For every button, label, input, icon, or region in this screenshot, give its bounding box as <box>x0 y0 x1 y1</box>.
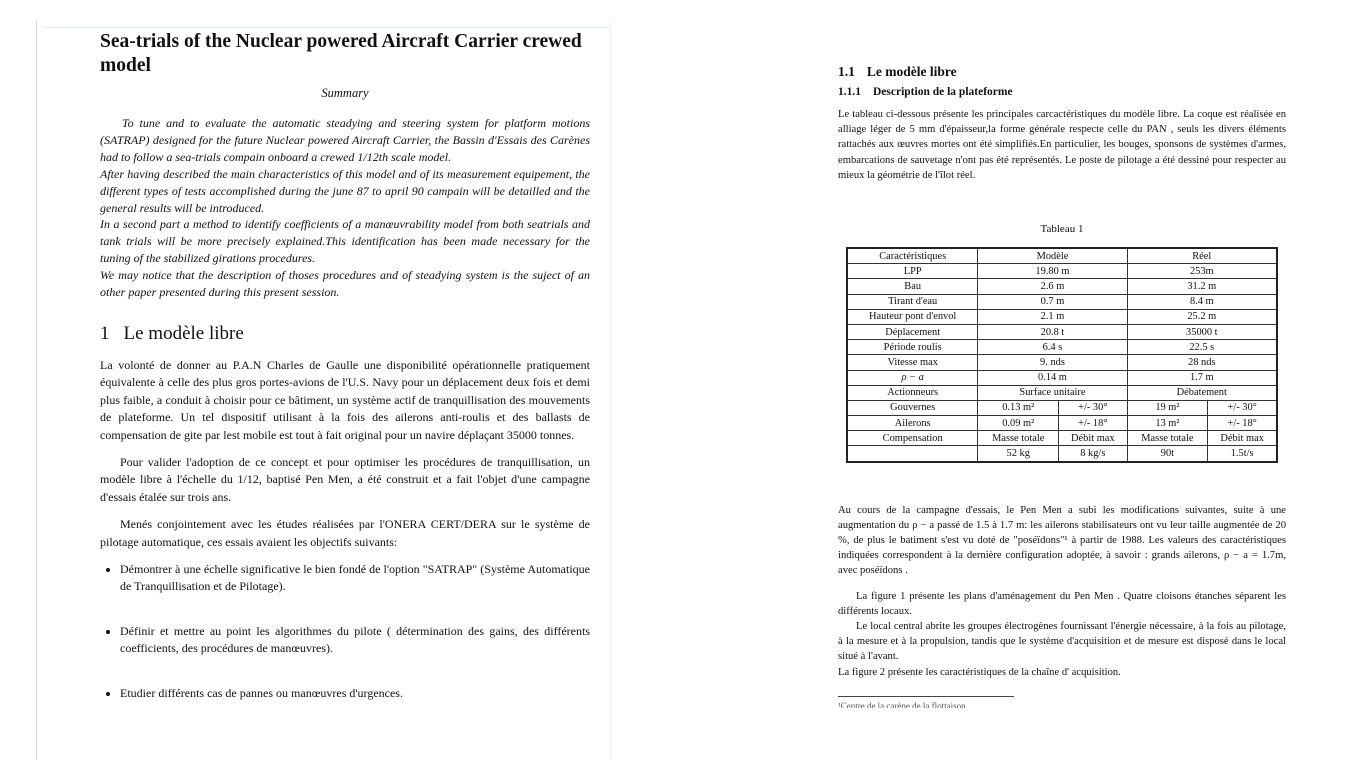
body-paragraph: Le local central abrite les groupes électrogènes fournissant l'énergie nécessaire, à la fois au pilotage, à la mesure et à la propulsion, tandis que le système d'acquisition et de mesure est disposé dans le local situé à l'avant. <box>838 621 1286 663</box>
abstract-paragraph: In a second part a method to identify coefficients of a manœuvrability model from both seatrials and tank trials will be more precisely explained.This identification has been made necessary for the tuning of the stabilized girations procedures. <box>100 217 590 266</box>
table-cell: 1.7 m <box>1127 370 1277 385</box>
abstract <box>100 115 590 301</box>
table-header-cell: Masse totale <box>1127 431 1208 446</box>
table-header-cell: Masse totale <box>978 431 1059 446</box>
section-title: Le modèle libre <box>123 322 244 344</box>
table-cell: 8 kg/s <box>1059 446 1128 462</box>
left-page <box>100 30 590 730</box>
table-row <box>847 340 1277 355</box>
table-row <box>847 264 1277 279</box>
table-cell: 52 kg <box>978 446 1059 462</box>
table-cell: +/- 18° <box>1208 416 1277 431</box>
table-row <box>847 294 1277 309</box>
table-cell: Ailerons <box>847 416 978 431</box>
objectives-list <box>100 561 590 702</box>
table-cell: Vitesse max <box>847 355 978 370</box>
table-caption: Tableau 1 <box>1040 223 1084 236</box>
table-cell: 20.8 t <box>978 324 1127 339</box>
table-cell: 25.2 m <box>1127 309 1277 324</box>
table-cell: 19 m² <box>1127 400 1208 415</box>
body-paragraph: La volonté de donner au P.A.N Charles de Gaulle une disponibilité opérationnelle pratiquement équivalente à celle des plus gros portes-avions de l'U.S. Navy pour un déplacement deux fois et demi plus faible, a conduit à choisir pour ce bâtiment, un système actif de tranquillisation des mouvements de plateforme. Un tel dispositif utilisant à la fois des ailerons anti-roulis et des ballasts de compensation de gite par lest mobile est tout à fait original pour un navire déplaçant 35000 tonnes. <box>100 357 590 442</box>
page-gutter <box>610 20 611 760</box>
table-cell: 35000 t <box>1127 324 1277 339</box>
table-row <box>847 400 1277 415</box>
objective-item: • Etudier différents cas de pannes ou manœuvres d'urgences. <box>120 685 590 702</box>
subsubsection-heading <box>838 86 1286 98</box>
abstract-paragraph: To tune and to evaluate the automatic steadying and steering system for platform motions (SATRAP) designed for the future Nuclear powered Aircraft Carrier, the Bassin d'Essais des Carènes had to follow a sea-trials compain onboard a crewed 1/12th scale model. <box>100 116 590 164</box>
subsection-heading <box>838 64 1286 80</box>
table-cell: Hauteur pont d'envol <box>847 309 978 324</box>
table-cell: +/- 30° <box>1208 400 1277 415</box>
table-header-cell: Actionneurs <box>847 385 978 400</box>
objective-item: • Définir et mettre au point les algorithmes du pilote ( détermination des gains, des différents coefficients, des procédures de manœuvres). <box>120 623 590 657</box>
body-paragraph: La figure 2 présente les caractéristiques de la chaîne d' acquisition. <box>838 666 1121 678</box>
table-row <box>847 370 1277 385</box>
section-number: 1 <box>100 322 110 344</box>
body-paragraph: Menés conjointement avec les études réalisées par l'ONERA CERT/DERA sur le système de pilotage automatique, ces essais avaient les objectifs suivants: <box>100 517 590 549</box>
table-row <box>847 416 1277 431</box>
table-cell: 2.6 m <box>978 279 1127 294</box>
table-cell: 9. nds <box>978 355 1127 370</box>
table-header-cell: Débit max <box>1208 431 1277 446</box>
table-row <box>847 446 1277 462</box>
table-row <box>847 279 1277 294</box>
paper-title: Sea-trials of the Nuclear powered Aircraft Carrier crewed model <box>100 31 582 76</box>
page-edge-left <box>36 20 37 760</box>
table-row <box>847 355 1277 370</box>
subsection-number: 1.1 <box>838 64 855 79</box>
table-cell: ρ − a <box>847 370 978 385</box>
table-cell: Tirant d'eau <box>847 294 978 309</box>
table-cell: 0.14 m <box>978 370 1127 385</box>
body-paragraph: La figure 1 présente les plans d'aménagement du Pen Men . Quatre cloisons étanches séparent les différents locaux. <box>838 590 1286 617</box>
body-paragraph: Pour valider l'adoption de ce concept et pour optimiser les procédures de tranquillisation, un modèle libre à l'échelle du 1/12, baptisé Pen Men, a été construit et a fait l'objet d'une campagne d'essais étalée sur trois ans. <box>100 455 590 504</box>
table-cell: 0.09 m² <box>978 416 1059 431</box>
body-paragraph: Au cours de la campagne d'essais, le Pen Men a subi les modifications suivantes, suite à une augmentation du ρ − a passé de 1.5 à 1.7 m: les ailerons stabilisateurs ont vu leur taille augmentée de 20 %, de plus le batiment s'est vu doté de "poséïdons"¹ à partir de 1988. Les valeurs des caractéristiques indiquées correspondent à la dernière configuration adoptée, à savoir : grands ailerons, ρ − a = 1.7m, avec poséïdons . <box>838 504 1286 577</box>
objective-item: • Démontrer à une échelle significative le bien fondé de l'option "SATRAP" (Système Automatique de Tranquillisation et de Pilotage). <box>120 561 590 595</box>
table-header-cell: Modèle <box>978 248 1127 264</box>
table-cell: 0.7 m <box>978 294 1127 309</box>
abstract-paragraph: We may notice that the description of thoses procedures and of steadying system is the suject of an other paper presented during this present session. <box>100 268 590 300</box>
table-header-cell: Débatement <box>1127 385 1277 400</box>
table-cell: Gouvernes <box>847 400 978 415</box>
table-cell: 8.4 m <box>1127 294 1277 309</box>
table-cell: 19.80 m <box>978 264 1127 279</box>
footnote: ¹Centre de la carène de la flottaison <box>838 700 966 708</box>
after-table-text <box>838 503 1286 680</box>
table-cell: Période roulis <box>847 340 978 355</box>
table-cell: +/- 30° <box>1059 400 1128 415</box>
intro-paragraph: Le tableau ci-dessous présente les principales carcactéristiques du modèle libre. La coque est réalisée en alliage léger de 5 mm d'épaisseur,la forme générale respecte celle du PAN , seuls les divers éléments rattachés aux œuvres mortes ont été simplifiés.En particulier, les bouges, sponsons de systèmes d'armes, embarcations de sauvetage n'ont pas été représentés. Le poste de pilotage a été dessiné pour respecter au mieux la géométrie de l'îlot réel. <box>838 109 1286 181</box>
table-row <box>847 309 1277 324</box>
table-header-cell: Compensation <box>847 431 978 446</box>
table-cell: 90t <box>1127 446 1208 462</box>
table-header-cell: Réel <box>1127 248 1277 264</box>
subsubsection-title: Description de la plateforme <box>873 86 1013 98</box>
right-page <box>838 64 1286 708</box>
table-cell: Bau <box>847 279 978 294</box>
table-header-row <box>847 431 1277 446</box>
table-cell: 0.13 m² <box>978 400 1059 415</box>
table-header-cell: Surface unitaire <box>978 385 1127 400</box>
table-header-cell: Caractéristiques <box>847 248 978 264</box>
summary-heading: Summary <box>321 86 369 100</box>
table-header-row <box>847 385 1277 400</box>
table-row <box>847 324 1277 339</box>
table-cell: 1.5t/s <box>1208 446 1277 462</box>
table-cell: 6.4 s <box>978 340 1127 355</box>
table-cell: 22.5 s <box>1127 340 1277 355</box>
footnote-rule <box>838 696 1014 697</box>
table-cell: +/- 18° <box>1059 416 1128 431</box>
table-cell: LPP <box>847 264 978 279</box>
table-cell: 28 nds <box>1127 355 1277 370</box>
table-cell: Déplacement <box>847 324 978 339</box>
table-cell: 253m <box>1127 264 1277 279</box>
top-rule <box>44 27 610 28</box>
subsubsection-number: 1.1.1 <box>838 86 861 98</box>
table-cell <box>847 446 978 462</box>
table-header-cell: Débit max <box>1059 431 1128 446</box>
section-heading <box>100 323 590 345</box>
abstract-paragraph: After having described the main characteristics of this model and of its measurement equipement, the different types of tests accomplished during the june 87 to april 90 campain will be detailled and the general results will be introduced. <box>100 166 590 215</box>
table-header-row <box>847 248 1277 264</box>
table-cell: 31.2 m <box>1127 279 1277 294</box>
table-cell: 13 m² <box>1127 416 1208 431</box>
table-cell: 2.1 m <box>978 309 1127 324</box>
characteristics-table <box>846 247 1278 463</box>
subsection-title: Le modèle libre <box>866 64 957 79</box>
